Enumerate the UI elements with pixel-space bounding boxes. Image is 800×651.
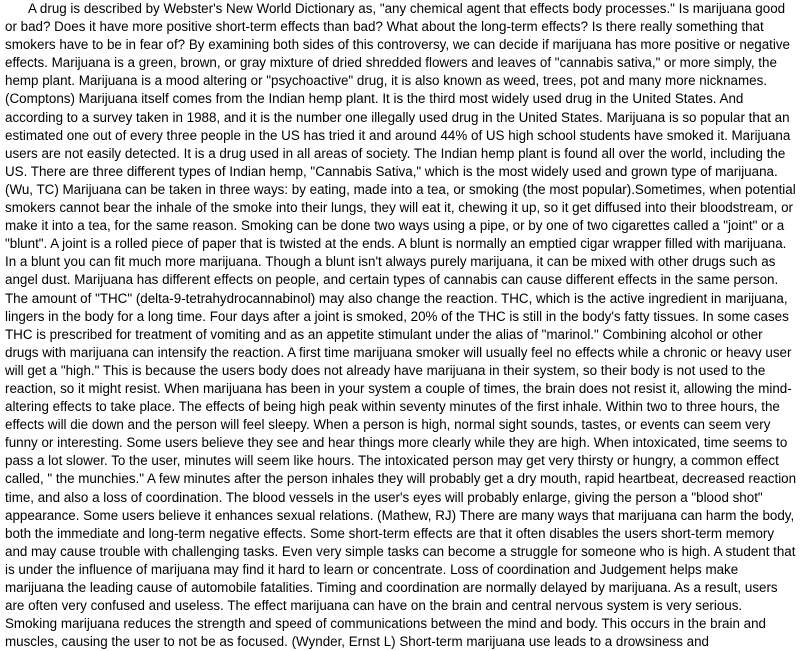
essay-body-text: A drug is described by Webster's New World Dictionary as, "any chemical agent that effects body processes." Is marijuana good or bad? Does it have more positive short-term effects than bad? What about the long-term effects? Is there really something that smokers have to be in fear of? By examining both sides of this controversy, we can decide if marijuana has more positive or negative effects. Marijuana is a green, brown, or gray mixture of dried shredded flowers and leaves of "cannabis sativa," or more simply, the hemp plant. Marijuana is a mood altering or "psychoactive" drug, it is also known as weed, trees, pot and many more nicknames.(Comptons) Marijuana itself comes from the Indian hemp plant. It is the third most widely used drug in the United States. And according to a survey taken in 1988, and it is the number one illegally used drug in the United States. Marijuana is so popular that an estimated one out of every three people in the US has tried it and around 44% of US high school students have smoked it. Marijuana users are not easily detected. It is a drug used in all areas of society. The Indian hemp plant is found all over the world, including the US. There are three different types of Indian hemp, "Cannabis Sativa," which is the most widely used and grown type of marijuana.(Wu, TC) Marijuana can be taken in three ways: by eating, made into a tea, or smoking (the most popular).Sometimes, when potential smokers cannot bear the inhale of the smoke into their lungs, they will eat it, chewing it up, so it get diffused into their bloodstream, or make it into a tea, for the same reason. Smoking can be done two ways using a pipe, or by one of two cigarettes called a "joint" or a "blunt". A joint is a rolled piece of paper that is twisted at the ends. A blunt is normally an emptied cigar wrapper filled with marijuana. In a blunt you can fit much more marijuana. Though a blunt isn't always purely marijuana, it can be mixed with other drugs such as angel dust. Marijuana has different effects on people, and certain types of cannabis can cause different effects in the same person. The amount of "THC" (delta-9-tetrahydrocannabinol) may also change the reaction. THC, which is the active ingredient in marijuana, lingers in the body for a long time. Four days after a joint is smoked, 20% of the THC is still in the body's fatty tissues. In some cases THC is prescribed for treatment of vomiting and as an appetite stimulant under the alias of "marinol." Combining alcohol or other drugs with marijuana can intensify the reaction. A first time marijuana smoker will usually feel no effects while a chronic or heavy user will get a "high." This is because the users body does not already have marijuana in their system, so their body is not used to the reaction, so it might resist. When marijuana has been in your system a couple of times, the brain does not resist it, allowing the mind-altering effects to take place. The effects of being high peak within seventy minutes of the first inhale. Within two to three hours, the effects will die down and the person will feel sleepy. When a person is high, normal sight sounds, tastes, or events can seem very funny or interesting. Some users believe they see and hear things more clearly while they are high. When intoxicated, time seems to pass a lot slower. To the user, minutes will seem like hours. The intoxicated person may get very thirsty or hungry, a common effect called, " the munchies." A few minutes after the person inhales they will probably get a dry mouth, rapid heartbeat, decreased reaction time, and also a loss of coordination. The blood vessels in the user's eyes will probably enlarge, giving the person a "blood shot" appearance. Some users believe it enhances sexual relations. (Mathew, RJ) There are many ways that marijuana can harm the body, both the immediate and long-term negative effects. Some short-term effects are that it often disables the users short-term memory and may cause trouble with challenging tasks. Even very simple tasks can become a struggle for someone who is high. A student that is under the influence of marijuana may find it hard to learn or concentrate. Loss of coordination and Judgement helps make marijuana the leading cause of automobile fatalities. Timing and coordination are normally delayed by marijuana. As a result, users are often very confused and useless. The effect marijuana can have on the brain and central nervous system is very serious. Smoking marijuana reduces the strength and speed of communications between the mind and body. This occurs in the brain and muscles, causing the user to not be as focused. (Wynder, Ernst L) Short-term marijuana use leads to a drowsiness and (5, 1, 797, 650)
document-page (5, 0, 797, 650)
